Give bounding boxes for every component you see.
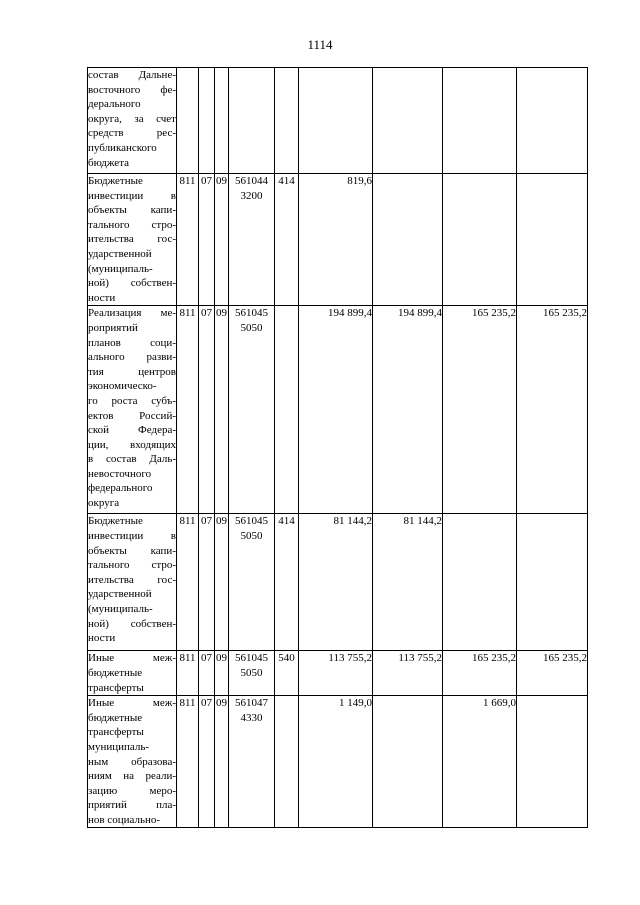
target-article-line: 561044 xyxy=(235,175,268,187)
target-article-cell xyxy=(229,696,275,828)
expense-name-line: федерального xyxy=(88,482,153,495)
expense-name-line: округа, за счет xyxy=(88,112,176,125)
expense-name-cell xyxy=(88,68,177,174)
expense-name-line: ительства гос- xyxy=(88,233,176,246)
expense-name-line: трансферты xyxy=(88,726,144,739)
expense-name-line: ектов Россий- xyxy=(88,409,176,422)
expense-type-cell: 414 xyxy=(275,514,299,651)
subsection-code-cell: 09 xyxy=(215,696,229,828)
ministry-code-cell xyxy=(177,68,199,174)
expense-name-line: роприятий xyxy=(88,321,138,334)
amount-cell-1: 819,6 xyxy=(299,174,373,306)
table-row xyxy=(88,514,588,651)
expense-name-cell xyxy=(88,306,177,514)
target-article-cell xyxy=(229,68,275,174)
budget-table xyxy=(87,67,588,828)
expense-name-line: ительства гос- xyxy=(88,573,176,586)
expense-name-line: Иные меж- xyxy=(88,652,176,665)
expense-name-line: нов социально- xyxy=(88,813,161,826)
amount-cell-2: 194 899,4 xyxy=(373,306,443,514)
expense-name-line: средств рес- xyxy=(88,127,176,140)
amount-cell-2: 81 144,2 xyxy=(373,514,443,651)
subsection-code-cell: 09 xyxy=(215,514,229,651)
expense-name-line: зацию меро- xyxy=(88,784,176,797)
expense-name-line: в состав Даль- xyxy=(88,453,176,466)
expense-name-line: трансферты xyxy=(88,681,144,694)
expense-name-line: объекты капи- xyxy=(88,544,176,557)
target-article-line: 5050 xyxy=(240,529,263,542)
expense-name-cell xyxy=(88,174,177,306)
expense-name-line: публиканского xyxy=(88,141,157,154)
amount-cell-4 xyxy=(517,174,588,306)
expense-name-line: ции, входящих xyxy=(88,438,176,451)
expense-name-line: го роста субъ- xyxy=(88,394,176,407)
subsection-code-cell: 09 xyxy=(215,174,229,306)
ministry-code-cell: 811 xyxy=(177,696,199,828)
amount-cell-4 xyxy=(517,696,588,828)
subsection-code-cell: 09 xyxy=(215,306,229,514)
expense-name-line: ным образова- xyxy=(88,755,176,768)
expense-name-line: тия центров xyxy=(88,365,176,378)
expense-name-line: тального стро- xyxy=(88,218,176,231)
expense-name-line: ной) собствен- xyxy=(88,277,176,290)
target-article-line: 561045 xyxy=(235,652,268,665)
expense-name-line: объекты капи- xyxy=(88,204,176,217)
page-number: 1114 xyxy=(307,37,333,52)
section-code-cell: 07 xyxy=(199,514,215,651)
amount-cell-1: 1 149,0 xyxy=(299,696,373,828)
amount-cell-1 xyxy=(299,68,373,174)
target-article-line: 5050 xyxy=(240,666,263,679)
table-row xyxy=(88,651,588,696)
expense-name-line: планов соци- xyxy=(88,336,176,349)
target-article-cell xyxy=(229,306,275,514)
amount-cell-3 xyxy=(443,514,517,651)
table-row xyxy=(88,696,588,828)
target-article-line: 5050 xyxy=(240,321,263,334)
amount-cell-4: 165 235,2 xyxy=(517,306,588,514)
amount-cell-3 xyxy=(443,68,517,174)
expense-name-line: Иные меж- xyxy=(88,697,176,710)
expense-name-line: дерального xyxy=(88,98,141,111)
amount-cell-3 xyxy=(443,174,517,306)
expense-name-line: бюджетные xyxy=(88,666,143,679)
section-code-cell: 07 xyxy=(199,696,215,828)
expense-name-line: ности xyxy=(88,291,116,304)
target-article-cell xyxy=(229,174,275,306)
table-row xyxy=(88,306,588,514)
table-row xyxy=(88,68,588,174)
expense-name-line: ударственной xyxy=(88,588,152,601)
amount-cell-1: 194 899,4 xyxy=(299,306,373,514)
target-article-line: 561047 xyxy=(235,697,268,710)
expense-name-line: ской Федера- xyxy=(88,424,176,437)
target-article-cell xyxy=(229,651,275,696)
amount-cell-3: 165 235,2 xyxy=(443,306,517,514)
expense-name-cell xyxy=(88,651,177,696)
expense-name-line: инвестиции в xyxy=(88,529,176,542)
table-row xyxy=(88,174,588,306)
section-code-cell: 07 xyxy=(199,651,215,696)
expense-type-cell xyxy=(275,68,299,174)
section-code-cell xyxy=(199,68,215,174)
expense-name-line: бюджетные xyxy=(88,711,143,724)
expense-type-cell xyxy=(275,696,299,828)
expense-type-cell: 414 xyxy=(275,174,299,306)
expense-name-line: восточного фе- xyxy=(88,83,176,96)
expense-name-line: ности xyxy=(88,632,116,645)
target-article-line: 561045 xyxy=(235,307,268,320)
expense-name-line: бюджета xyxy=(88,156,130,169)
ministry-code-cell: 811 xyxy=(177,306,199,514)
expense-name-line: приятий пла- xyxy=(88,799,176,812)
amount-cell-3: 1 669,0 xyxy=(443,696,517,828)
amount-cell-2: 113 755,2 xyxy=(373,651,443,696)
ministry-code-cell: 811 xyxy=(177,514,199,651)
section-code-cell: 07 xyxy=(199,174,215,306)
target-article-line: 3200 xyxy=(240,189,263,202)
expense-name-line: Бюджетные xyxy=(88,175,143,187)
amount-cell-1: 113 755,2 xyxy=(299,651,373,696)
expense-name-line: округа xyxy=(88,497,120,510)
ministry-code-cell: 811 xyxy=(177,651,199,696)
amount-cell-2 xyxy=(373,696,443,828)
expense-name-line: (муниципаль- xyxy=(88,602,153,615)
expense-name-line: Реализация ме- xyxy=(88,307,176,320)
expense-name-line: муниципаль- xyxy=(88,740,150,753)
expense-name-line: ального разви- xyxy=(88,351,176,364)
expense-type-cell: 540 xyxy=(275,651,299,696)
expense-name-line: инвестиции в xyxy=(88,189,176,202)
target-article-cell xyxy=(229,514,275,651)
expense-name-line: ниям на реали- xyxy=(88,770,176,783)
expense-name-cell xyxy=(88,514,177,651)
amount-cell-1: 81 144,2 xyxy=(299,514,373,651)
expense-name-line: (муниципаль- xyxy=(88,262,153,275)
amount-cell-4 xyxy=(517,514,588,651)
expense-name-cell xyxy=(88,696,177,828)
expense-type-cell xyxy=(275,306,299,514)
amount-cell-4: 165 235,2 xyxy=(517,651,588,696)
expense-name-line: состав Дальне- xyxy=(88,69,176,81)
target-article-line: 4330 xyxy=(240,711,263,724)
expense-name-line: ударственной xyxy=(88,247,152,260)
amount-cell-3: 165 235,2 xyxy=(443,651,517,696)
expense-name-line: невосточного xyxy=(88,467,152,480)
amount-cell-2 xyxy=(373,174,443,306)
expense-name-line: ной) собствен- xyxy=(88,617,176,630)
section-code-cell: 07 xyxy=(199,306,215,514)
ministry-code-cell: 811 xyxy=(177,174,199,306)
amount-cell-2 xyxy=(373,68,443,174)
amount-cell-4 xyxy=(517,68,588,174)
expense-name-line: тального стро- xyxy=(88,559,176,572)
subsection-code-cell: 09 xyxy=(215,651,229,696)
subsection-code-cell xyxy=(215,68,229,174)
expense-name-line: экономическо- xyxy=(88,380,157,393)
expense-name-line: Бюджетные xyxy=(88,515,143,528)
target-article-line: 561045 xyxy=(235,515,268,528)
